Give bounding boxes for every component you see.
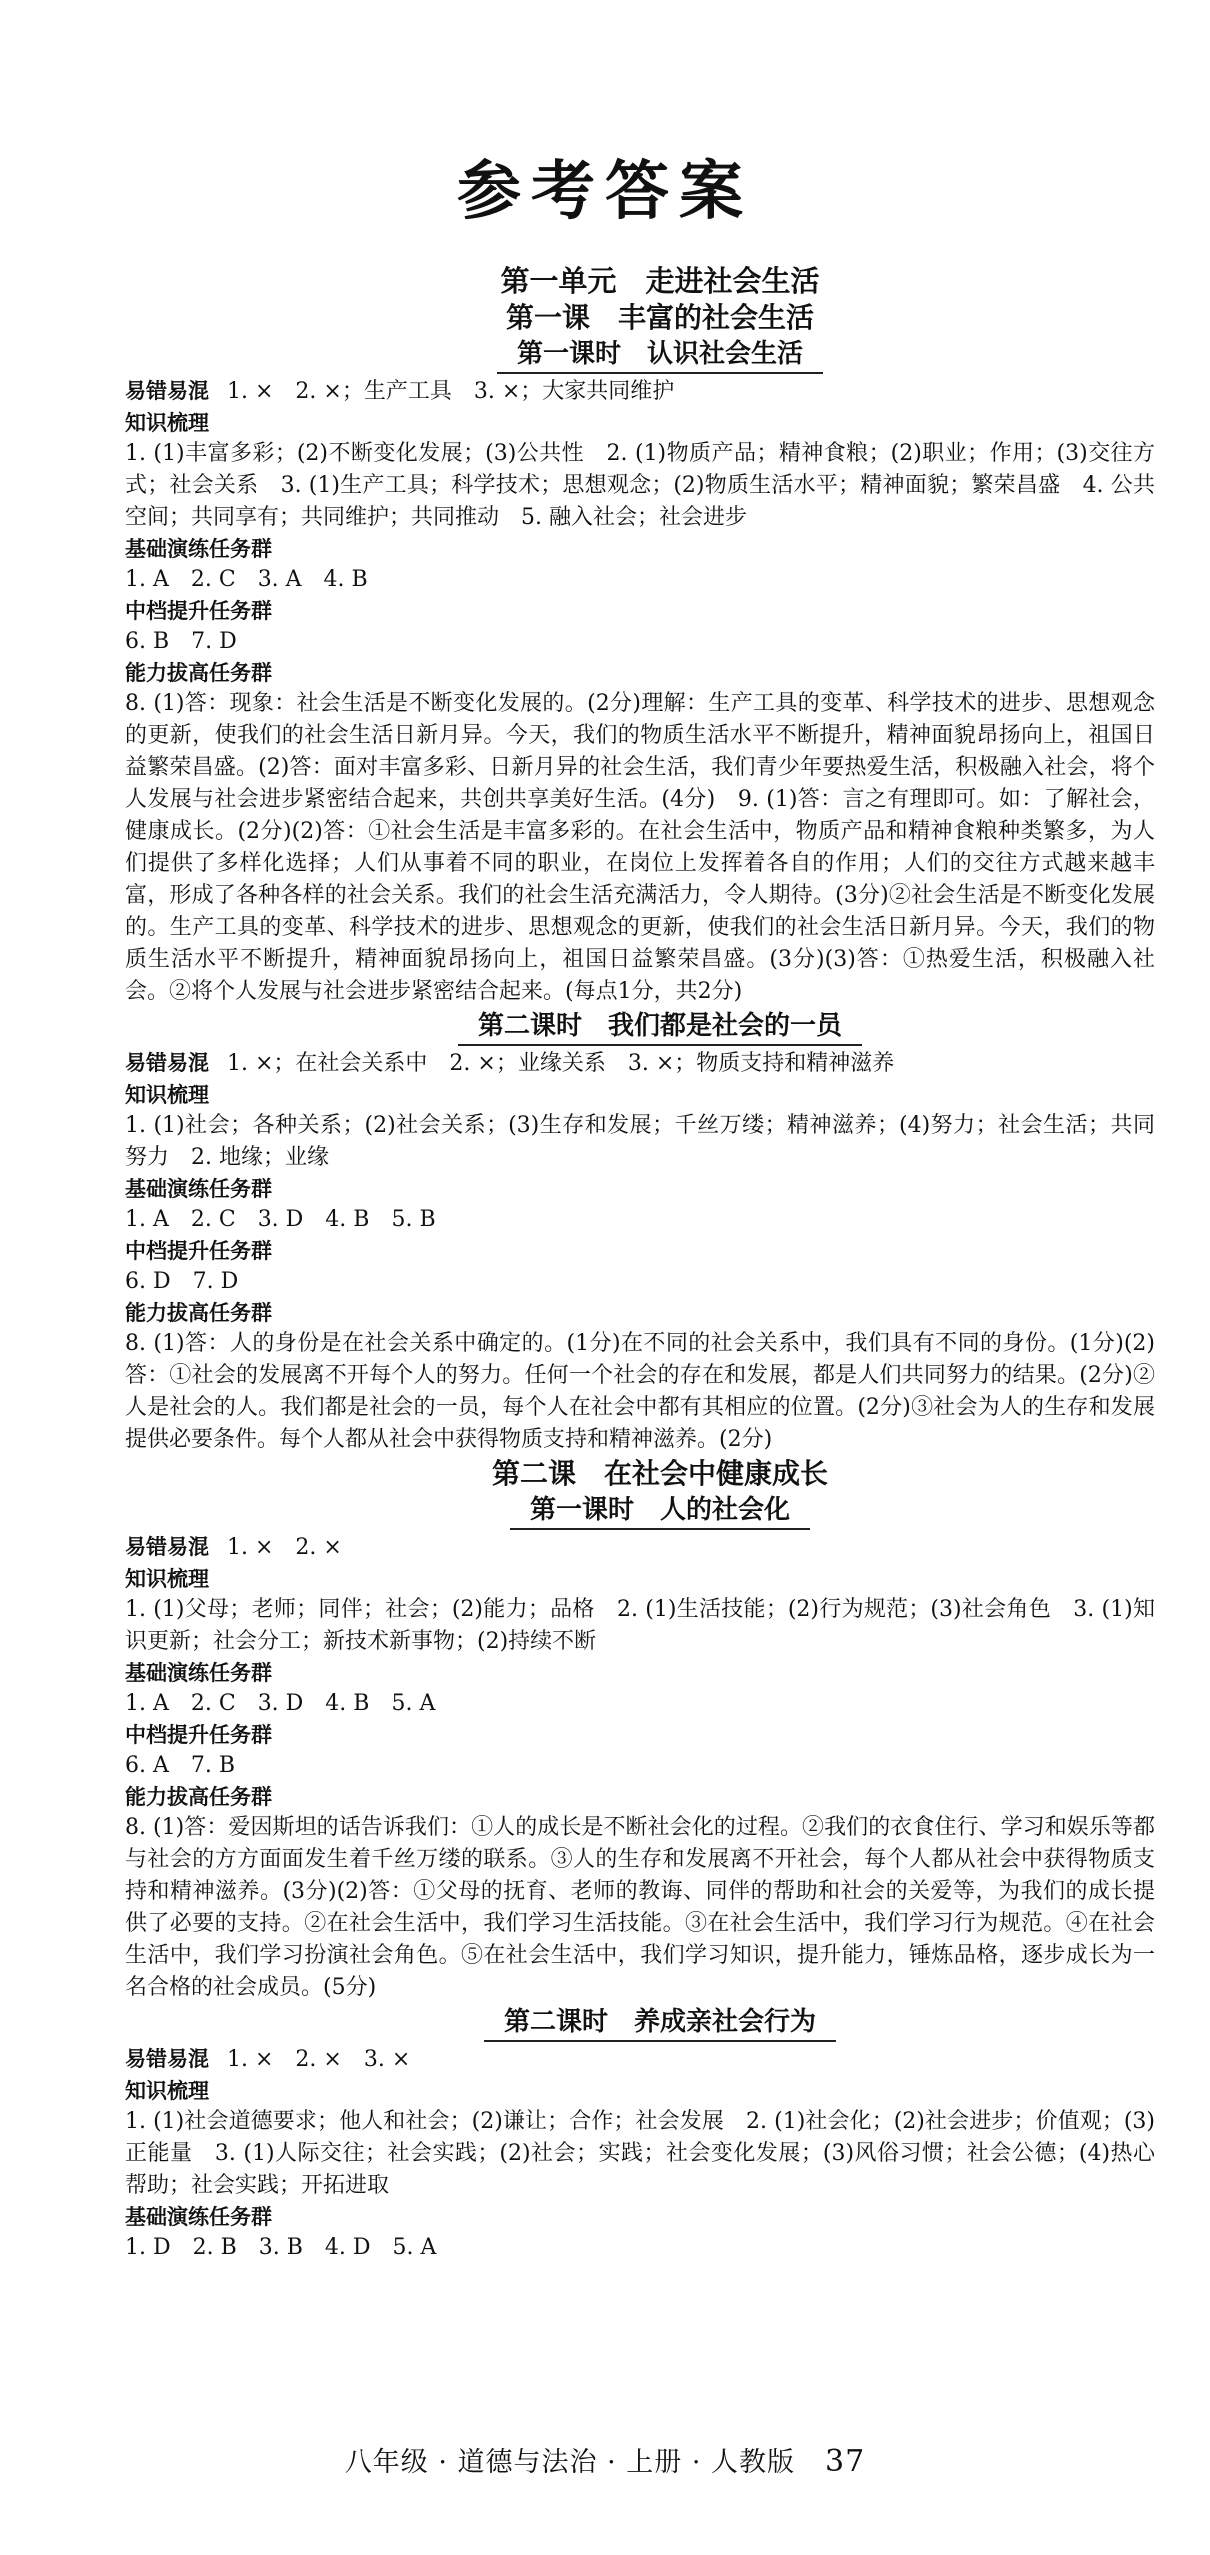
section-label: 知识梳理 [125,2079,209,2103]
answer-text: 1. (1)丰富多彩；(2)不断变化发展；(3)公共性 2. (1)物质产品；精神食粮；(2)职业；作用；(3)交往方式；社会关系 3. (1)生产工具；科学技术；思想观念；(2)物质生活水平；精神面貌；繁荣昌盛 4. 公共空间；共同享有；共同维护；共同推动 5. 融入社会；社会进步 [125,441,1155,530]
section-label: 知识梳理 [125,411,209,435]
section-label: 基础演练任务群 [125,537,272,561]
section-label: 基础演练任务群 [125,1661,272,1685]
answer-text: 1. (1)社会道德要求；他人和社会；(2)谦让；合作；社会发展 2. (1)社会化；(2)社会进步；价值观；(3)正能量 3. (1)人际交往；社会实践；(2)社会；实践；社会变化发展；(3)风俗习惯；社会公德；(4)热心帮助；社会实践；开拓进取 [125,2109,1155,2198]
page-footer [0,2440,1210,2479]
answer-text: 1. A 2. C 3. D 4. B 5. B [125,1207,436,1232]
page-number: 37 [825,2444,866,2479]
section-label: 基础演练任务群 [125,2205,272,2229]
answer-text: 8. (1)答：现象：社会生活是不断变化发展的。(2分)理解：生产工具的变革、科学技术的进步、思想观念的更新，使我们的社会生活日新月异。今天，我们的物质生活水平不断提升，精神面貌昂扬向上，祖国日益繁荣昌盛。(2)答：面对丰富多彩、日新月异的社会生活，我们青少年要热爱生活，积极融入社会，将个人发展与社会进步紧密结合起来，共创共享美好生活。(4分) 9. (1)答：言之有理即可。如：了解社会，健康成长。(2分)(2)答：①社会生活是丰富多彩的。在社会生活中，物质产品和精神食粮种类繁多，为人们提供了多样化选择；人们从事着不同的职业，在岗位上发挥着各自的作用；人们的交往方式越来越丰富，形成了各种各样的社会关系。我们的社会生活充满活力，令人期待。(3分)②社会生活是不断变化发展的。生产工具的变革、科学技术的进步、思想观念的更新，使我们的社会生活日新月异。今天，我们的物质生活水平不断提升，精神面貌昂扬向上，祖国日益繁荣昌盛。(3分)(3)答：①热爱生活，积极融入社会。②将个人发展与社会进步紧密结合起来。(每点1分，共2分) [125,691,1155,1004]
section-label: 易错易混 [125,2047,209,2071]
answer-text: 8. (1)答：爱因斯坦的话告诉我们：①人的成长是不断社会化的过程。②我们的衣食住行、学习和娱乐等都与社会的方方面面发生着千丝万缕的联系。③人的生存和发展离不开社会，每个人都从社会中获得物质支持和精神滋养。(3分)(2)答：①父母的抚育、老师的教诲、同伴的帮助和社会的关爱等，为我们的成长提供了必要的支持。②在社会生活中，我们学习生活技能。③在社会生活中，我们学习行为规范。④在社会生活中，我们学习扮演社会角色。⑤在社会生活中，我们学习知识，提升能力，锤炼品格，逐步成长为一名合格的社会成员。(5分) [125,1815,1155,2000]
answer-content [125,262,1155,2264]
lesson-title-1: 第一课 丰富的社会生活 [505,301,814,334]
page-title: 参考答案 [457,155,753,229]
section-label: 中档提升任务群 [125,1239,272,1263]
answer-text: 1. A 2. C 3. A 4. B [125,567,368,592]
answer-text: 1. A 2. C 3. D 4. B 5. A [125,1691,436,1716]
unit-title: 第一单元 走进社会生活 [500,264,820,298]
period-title: 第二课时 我们都是社会的一员 [458,1008,862,1046]
period-heading-3 [165,1492,1155,1532]
period-title: 第一课时 人的社会化 [510,1492,810,1530]
answer-text: 1. D 2. B 3. B 4. D 5. A [125,2235,437,2260]
section-label: 能力拔高任务群 [125,661,272,685]
section-label: 知识梳理 [125,1567,209,1591]
period-heading-2 [165,1008,1155,1048]
answer-text: 1. (1)父母；老师；同伴；社会；(2)能力；品格 2. (1)生活技能；(2)行为规范；(3)社会角色 3. (1)知识更新；社会分工；新技术新事物；(2)持续不断 [125,1597,1155,1654]
answer-text: 6. B 7. D [125,629,237,654]
book-info: 八年级 · 道德与法治 · 上册 · 人教版 [344,2447,796,2478]
yicuo-row [125,1048,1155,1080]
section-label: 基础演练任务群 [125,1177,272,1201]
section-label: 易错易混 [125,379,209,403]
answer-text: 1. × 2. × 3. × [227,2047,411,2072]
period-heading-4 [165,2004,1155,2044]
yicuo-row [125,2044,1155,2076]
section-label: 易错易混 [125,1051,209,1075]
answer-text: 6. D 7. D [125,1269,239,1294]
section-label: 知识梳理 [125,1083,209,1107]
period-title: 第二课时 养成亲社会行为 [484,2004,836,2042]
answer-text: 8. (1)答：人的身份是在社会关系中确定的。(1分)在不同的社会关系中，我们具有不同的身份。(1分)(2)答：①社会的发展离不开每个人的努力。任何一个社会的存在和发展，都是人们共同努力的结果。(2分)②人是社会的人。我们都是社会的一员，每个人在社会中都有其相应的位置。(2分)③社会为人的生存和发展提供必要条件。每个人都从社会中获得物质支持和精神滋养。(2分) [125,1331,1155,1452]
section-label: 能力拔高任务群 [125,1301,272,1325]
answer-text: 1. (1)社会；各种关系；(2)社会关系；(3)生存和发展；千丝万缕；精神滋养；(4)努力；社会生活；共同努力 2. 地缘；业缘 [125,1113,1155,1170]
section-label: 中档提升任务群 [125,1723,272,1747]
answer-text: 1. ×；在社会关系中 2. ×；业缘关系 3. ×；物质支持和精神滋养 [227,1051,895,1076]
answer-text: 1. × 2. ×；生产工具 3. ×；大家共同维护 [227,379,675,404]
section-label: 易错易混 [125,1535,209,1559]
answer-text: 1. × 2. × [227,1535,342,1560]
yicuo-row [125,1532,1155,1564]
period-title: 第一课时 认识社会生活 [497,336,823,374]
section-label: 能力拔高任务群 [125,1785,272,1809]
period-heading-1 [165,336,1155,376]
section-label: 中档提升任务群 [125,599,272,623]
yicuo-row [125,376,1155,408]
lesson-title-2: 第二课 在社会中健康成长 [491,1457,828,1490]
answer-text: 6. A 7. B [125,1753,236,1778]
